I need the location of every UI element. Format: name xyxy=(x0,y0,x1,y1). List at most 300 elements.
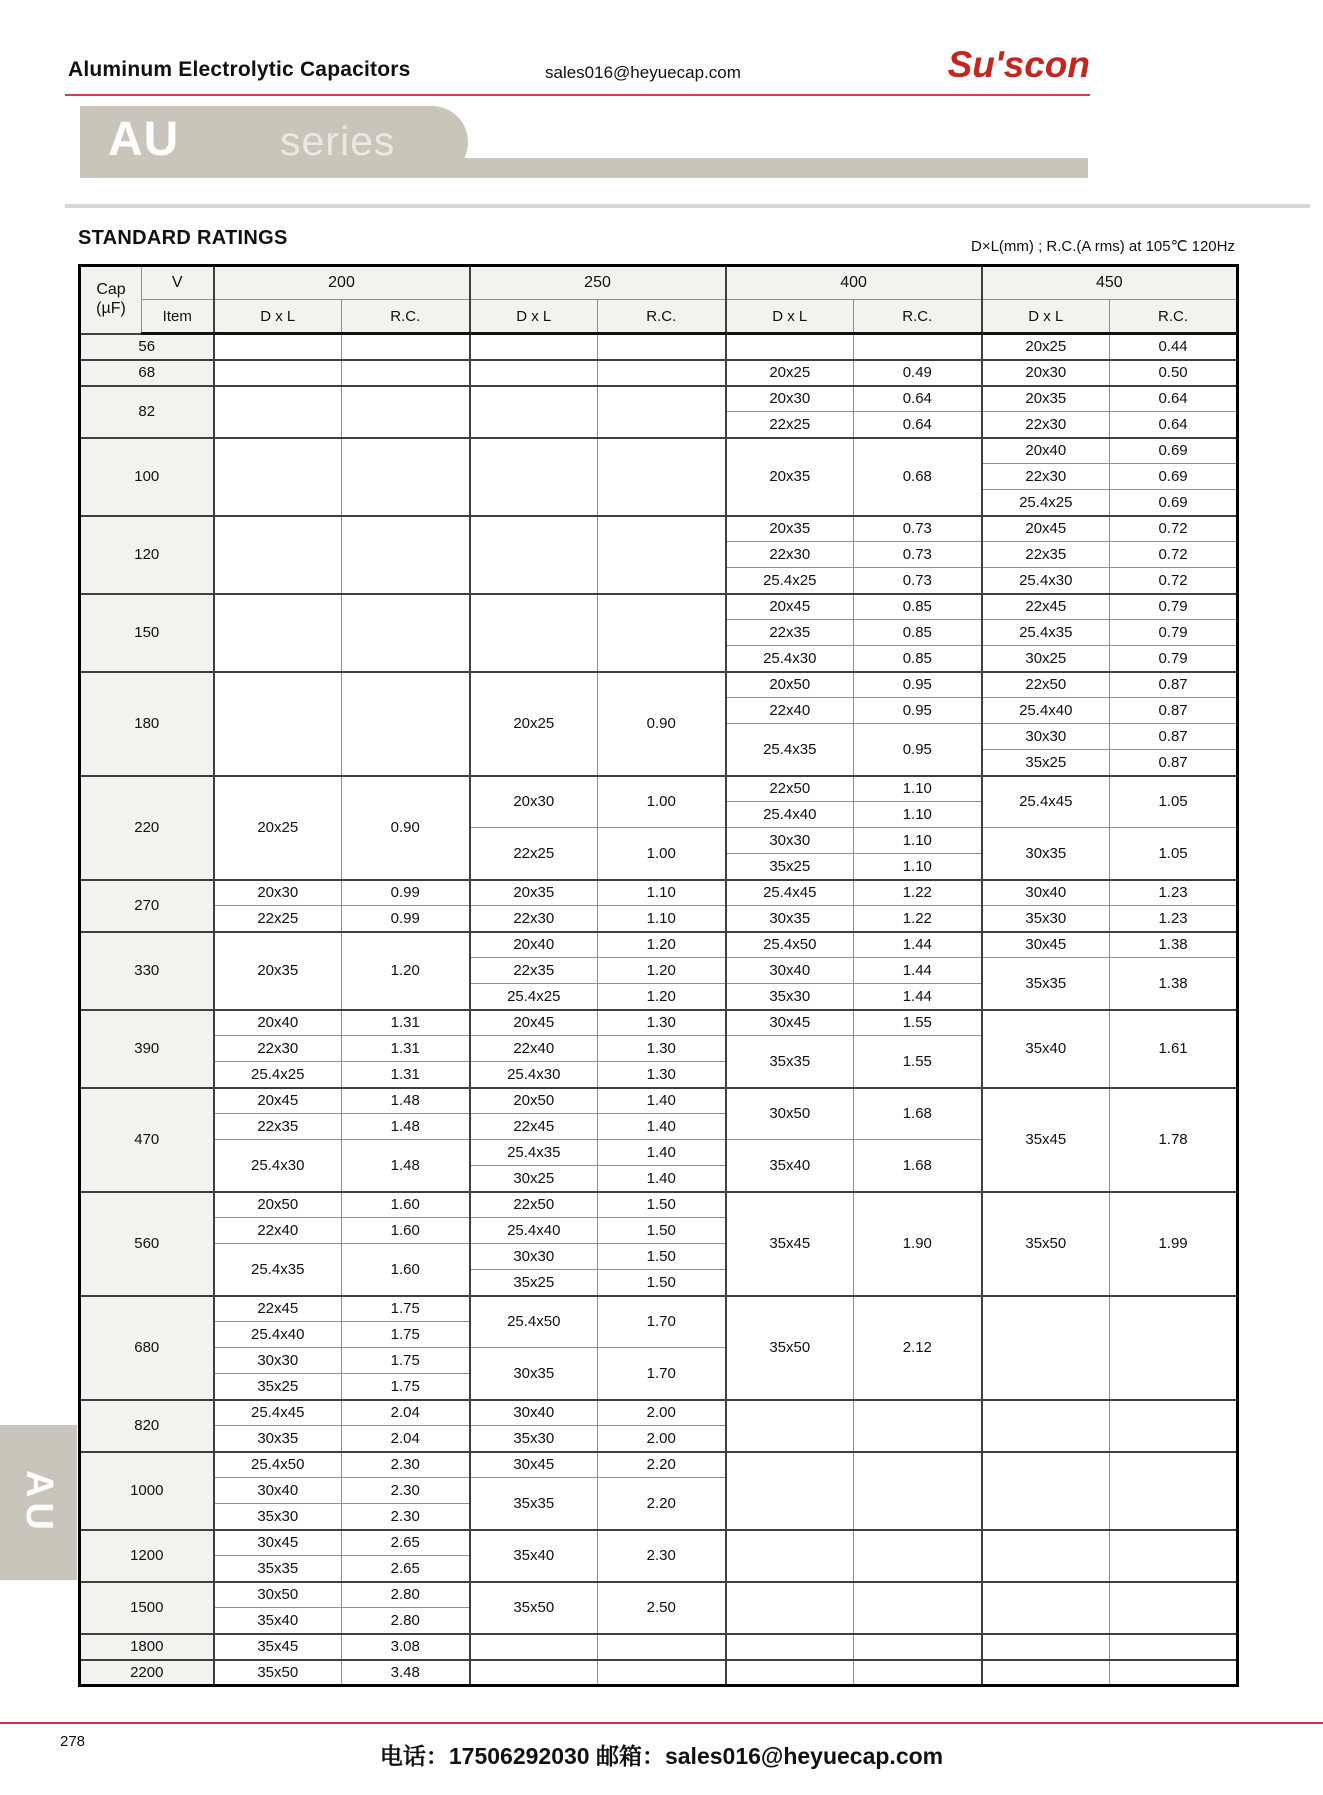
rc-cell xyxy=(1110,1530,1238,1582)
dxl-cell: 20x35 xyxy=(982,386,1110,412)
dxl-cell: 22x45 xyxy=(470,1114,598,1140)
rc-cell: 1.50 xyxy=(598,1218,726,1244)
dxl-cell: 30x40 xyxy=(726,958,854,984)
rc-cell xyxy=(1110,1400,1238,1452)
table-row xyxy=(80,1582,1238,1608)
rc-cell: 1.10 xyxy=(598,906,726,932)
rc-cell: 1.99 xyxy=(1110,1192,1238,1296)
dxl-cell: 35x40 xyxy=(726,1140,854,1192)
rc-cell xyxy=(342,386,470,438)
cap-value: 820 xyxy=(80,1400,214,1452)
ratings-table-body xyxy=(80,334,1238,1686)
dxl-cell: 35x30 xyxy=(726,984,854,1010)
rc-cell: 0.69 xyxy=(1110,438,1238,464)
cap-value: 180 xyxy=(80,672,214,776)
rc-cell: 1.10 xyxy=(854,828,982,854)
dxl-cell xyxy=(726,1530,854,1582)
rc-cell: 1.10 xyxy=(854,854,982,880)
dxl-cell: 30x45 xyxy=(214,1530,342,1556)
cap-value: 56 xyxy=(80,334,214,360)
rc-cell: 1.78 xyxy=(1110,1088,1238,1192)
series-label: series xyxy=(280,118,396,164)
header-rule xyxy=(65,94,1090,96)
rc-cell: 2.12 xyxy=(854,1296,982,1400)
dxl-cell xyxy=(982,1452,1110,1530)
rc-cell: 1.48 xyxy=(342,1140,470,1192)
rc-cell xyxy=(598,386,726,438)
dxl-cell xyxy=(470,438,598,516)
dxl-cell xyxy=(982,1530,1110,1582)
rc-cell: 1.31 xyxy=(342,1036,470,1062)
rc-cell: 1.00 xyxy=(598,828,726,880)
dxl-cell: 25.4x40 xyxy=(214,1322,342,1348)
rc-cell: 0.85 xyxy=(854,594,982,620)
dxl-cell: 30x40 xyxy=(470,1400,598,1426)
dxl-cell xyxy=(470,360,598,386)
rc-cell: 0.73 xyxy=(854,568,982,594)
rc-header: R.C. xyxy=(854,300,982,334)
rc-header: R.C. xyxy=(598,300,726,334)
rc-cell: 1.90 xyxy=(854,1192,982,1296)
rc-cell xyxy=(342,672,470,776)
rc-cell: 1.68 xyxy=(854,1088,982,1140)
dxl-cell: 35x25 xyxy=(214,1374,342,1400)
table-row xyxy=(80,932,1238,958)
dxl-cell: 25.4x30 xyxy=(726,646,854,672)
table-row xyxy=(80,438,1238,464)
rc-cell: 1.30 xyxy=(598,1010,726,1036)
rc-cell: 1.70 xyxy=(598,1348,726,1400)
dxl-cell: 22x30 xyxy=(726,542,854,568)
dxl-cell: 35x45 xyxy=(214,1634,342,1660)
rc-cell: 1.23 xyxy=(1110,906,1238,932)
dxl-cell: 25.4x35 xyxy=(726,724,854,776)
dxl-cell: 22x30 xyxy=(982,464,1110,490)
dxl-cell xyxy=(214,672,342,776)
rc-cell: 2.65 xyxy=(342,1530,470,1556)
dxl-cell xyxy=(214,594,342,672)
table-row xyxy=(80,1192,1238,1218)
dxl-cell xyxy=(470,594,598,672)
rc-cell: 1.50 xyxy=(598,1244,726,1270)
rc-cell: 1.40 xyxy=(598,1088,726,1114)
dxl-cell: 35x40 xyxy=(470,1530,598,1582)
table-row xyxy=(80,360,1238,386)
dxl-cell xyxy=(726,1582,854,1634)
dxl-cell: 20x45 xyxy=(726,594,854,620)
rc-cell: 0.87 xyxy=(1110,698,1238,724)
dxl-header: D x L xyxy=(470,300,598,334)
dxl-cell: 25.4x35 xyxy=(470,1140,598,1166)
rc-cell xyxy=(598,594,726,672)
footer-contact: 电话：17506292030 邮箱：sales016@heyuecap.com xyxy=(379,1743,944,1769)
rc-cell: 2.80 xyxy=(342,1608,470,1634)
table-row xyxy=(80,386,1238,412)
dxl-cell: 20x50 xyxy=(470,1088,598,1114)
dxl-cell: 25.4x25 xyxy=(470,984,598,1010)
rc-cell xyxy=(1110,1296,1238,1400)
voltage-header-400: 400 xyxy=(726,266,982,300)
dxl-cell xyxy=(726,1634,854,1660)
dxl-cell xyxy=(470,1660,598,1686)
dxl-cell: 25.4x30 xyxy=(470,1062,598,1088)
dxl-cell xyxy=(470,516,598,594)
cap-value: 100 xyxy=(80,438,214,516)
rc-cell: 0.85 xyxy=(854,646,982,672)
rc-cell: 0.79 xyxy=(1110,646,1238,672)
rc-cell: 0.87 xyxy=(1110,672,1238,698)
dxl-cell: 30x35 xyxy=(982,828,1110,880)
dxl-cell: 20x25 xyxy=(470,672,598,776)
rc-cell: 0.90 xyxy=(598,672,726,776)
rc-cell: 1.60 xyxy=(342,1192,470,1218)
dxl-cell: 25.4x45 xyxy=(982,776,1110,828)
rc-cell xyxy=(854,1582,982,1634)
item-header: Item xyxy=(142,300,214,334)
rc-cell: 0.49 xyxy=(854,360,982,386)
dxl-cell xyxy=(982,1634,1110,1660)
dxl-cell: 20x30 xyxy=(982,360,1110,386)
dxl-cell: 30x45 xyxy=(726,1010,854,1036)
dxl-cell xyxy=(214,516,342,594)
cap-value: 82 xyxy=(80,386,214,438)
dxl-cell: 30x40 xyxy=(214,1478,342,1504)
cap-value: 2200 xyxy=(80,1660,214,1686)
rc-cell: 1.05 xyxy=(1110,776,1238,828)
dxl-cell: 20x45 xyxy=(214,1088,342,1114)
dxl-cell: 35x35 xyxy=(982,958,1110,1010)
dxl-cell: 22x25 xyxy=(726,412,854,438)
dxl-cell: 22x40 xyxy=(726,698,854,724)
table-row xyxy=(80,1660,1238,1686)
rc-cell: 1.23 xyxy=(1110,880,1238,906)
rc-cell xyxy=(598,1634,726,1660)
rc-cell: 1.50 xyxy=(598,1270,726,1296)
rc-cell: 2.20 xyxy=(598,1478,726,1530)
dxl-cell: 22x35 xyxy=(726,620,854,646)
cap-column-header: Cap (µF) xyxy=(80,266,142,334)
rc-cell: 0.72 xyxy=(1110,542,1238,568)
dxl-cell xyxy=(214,438,342,516)
dxl-cell: 30x30 xyxy=(726,828,854,854)
dxl-cell: 35x50 xyxy=(214,1660,342,1686)
rc-cell xyxy=(1110,1582,1238,1634)
side-series-tab-label: AU xyxy=(18,1470,60,1535)
dxl-cell: 35x45 xyxy=(726,1192,854,1296)
series-code: AU xyxy=(108,113,180,166)
rc-cell: 2.30 xyxy=(342,1452,470,1478)
rc-cell: 0.90 xyxy=(342,776,470,880)
dxl-cell xyxy=(726,1400,854,1452)
dxl-cell: 25.4x40 xyxy=(726,802,854,828)
dxl-cell: 25.4x50 xyxy=(214,1452,342,1478)
rc-cell: 2.80 xyxy=(342,1582,470,1608)
dxl-cell: 22x30 xyxy=(982,412,1110,438)
rc-cell xyxy=(854,1530,982,1582)
banner-divider xyxy=(65,204,1310,208)
rc-cell: 1.00 xyxy=(598,776,726,828)
dxl-cell xyxy=(982,1660,1110,1686)
rc-cell: 0.64 xyxy=(854,386,982,412)
rc-cell xyxy=(854,1634,982,1660)
rc-cell xyxy=(1110,1634,1238,1660)
table-row xyxy=(80,672,1238,698)
dxl-cell: 25.4x35 xyxy=(982,620,1110,646)
rc-cell xyxy=(598,360,726,386)
rc-cell: 2.00 xyxy=(598,1426,726,1452)
dxl-cell: 20x25 xyxy=(982,334,1110,360)
rc-cell: 1.20 xyxy=(598,932,726,958)
rc-cell: 1.75 xyxy=(342,1374,470,1400)
rc-cell: 1.75 xyxy=(342,1348,470,1374)
dxl-cell: 22x40 xyxy=(470,1036,598,1062)
dxl-cell: 22x45 xyxy=(982,594,1110,620)
dxl-header: D x L xyxy=(214,300,342,334)
rc-cell: 1.31 xyxy=(342,1062,470,1088)
footer-rule xyxy=(0,1722,1323,1724)
dxl-cell: 30x30 xyxy=(470,1244,598,1270)
voltage-header-250: 250 xyxy=(470,266,726,300)
rc-cell: 2.04 xyxy=(342,1400,470,1426)
dxl-cell xyxy=(982,1296,1110,1400)
dxl-cell: 25.4x50 xyxy=(726,932,854,958)
rc-cell: 0.64 xyxy=(1110,386,1238,412)
dxl-cell: 20x40 xyxy=(982,438,1110,464)
rc-cell: 0.95 xyxy=(854,672,982,698)
dxl-header: D x L xyxy=(726,300,854,334)
rc-cell: 1.10 xyxy=(598,880,726,906)
rc-cell: 1.55 xyxy=(854,1036,982,1088)
rc-cell: 1.60 xyxy=(342,1244,470,1296)
rc-cell xyxy=(342,438,470,516)
rc-cell: 2.04 xyxy=(342,1426,470,1452)
dxl-cell: 35x50 xyxy=(470,1582,598,1634)
rc-cell: 1.48 xyxy=(342,1088,470,1114)
rc-cell: 0.64 xyxy=(1110,412,1238,438)
rc-cell: 1.61 xyxy=(1110,1010,1238,1088)
rc-cell xyxy=(342,516,470,594)
dxl-cell: 25.4x50 xyxy=(470,1296,598,1348)
dxl-cell: 20x35 xyxy=(726,438,854,516)
dxl-cell: 30x25 xyxy=(982,646,1110,672)
dxl-cell: 20x30 xyxy=(214,880,342,906)
dxl-cell: 35x25 xyxy=(982,750,1110,776)
table-row xyxy=(80,594,1238,620)
rc-cell: 0.85 xyxy=(854,620,982,646)
header-email: sales016@heyuecap.com xyxy=(545,63,741,82)
rc-cell: 0.99 xyxy=(342,880,470,906)
rc-cell: 1.44 xyxy=(854,932,982,958)
table-row xyxy=(80,1296,1238,1322)
rc-cell: 0.79 xyxy=(1110,594,1238,620)
rc-cell xyxy=(342,360,470,386)
rc-cell xyxy=(854,1660,982,1686)
side-series-tab xyxy=(0,1425,77,1580)
dxl-cell xyxy=(470,386,598,438)
dxl-cell: 20x45 xyxy=(982,516,1110,542)
rc-cell xyxy=(854,1400,982,1452)
cap-value: 1200 xyxy=(80,1530,214,1582)
dxl-cell: 35x50 xyxy=(982,1192,1110,1296)
dxl-cell xyxy=(726,1660,854,1686)
rc-cell: 0.79 xyxy=(1110,620,1238,646)
rc-cell: 2.20 xyxy=(598,1452,726,1478)
dxl-cell: 30x40 xyxy=(982,880,1110,906)
rc-cell: 1.60 xyxy=(342,1218,470,1244)
rc-cell: 1.31 xyxy=(342,1010,470,1036)
dxl-cell: 20x25 xyxy=(214,776,342,880)
dxl-cell: 20x35 xyxy=(470,880,598,906)
dxl-cell: 30x35 xyxy=(214,1426,342,1452)
cap-value: 150 xyxy=(80,594,214,672)
series-banner-bar xyxy=(420,158,1088,178)
dxl-cell: 22x50 xyxy=(470,1192,598,1218)
rc-cell: 1.50 xyxy=(598,1192,726,1218)
table-row xyxy=(80,1530,1238,1556)
dxl-cell: 35x40 xyxy=(214,1608,342,1634)
dxl-cell: 30x25 xyxy=(470,1166,598,1192)
cap-value: 1500 xyxy=(80,1582,214,1634)
rc-cell xyxy=(598,1660,726,1686)
dxl-cell: 25.4x40 xyxy=(470,1218,598,1244)
rc-cell: 1.44 xyxy=(854,958,982,984)
rc-cell: 2.50 xyxy=(598,1582,726,1634)
rc-cell: 0.50 xyxy=(1110,360,1238,386)
table-row xyxy=(80,880,1238,906)
rc-cell: 1.30 xyxy=(598,1036,726,1062)
rc-cell xyxy=(598,334,726,360)
dxl-cell: 22x40 xyxy=(214,1218,342,1244)
dxl-cell xyxy=(214,360,342,386)
dxl-cell: 35x25 xyxy=(470,1270,598,1296)
dxl-cell: 22x35 xyxy=(214,1114,342,1140)
rc-header: R.C. xyxy=(1110,300,1238,334)
dxl-cell: 22x50 xyxy=(726,776,854,802)
dxl-cell: 25.4x40 xyxy=(982,698,1110,724)
rc-cell: 1.38 xyxy=(1110,932,1238,958)
rc-cell xyxy=(1110,1660,1238,1686)
rc-cell: 1.22 xyxy=(854,906,982,932)
cap-value: 1000 xyxy=(80,1452,214,1530)
voltage-header-450: 450 xyxy=(982,266,1238,300)
rc-cell xyxy=(598,516,726,594)
rc-cell: 1.20 xyxy=(342,932,470,1010)
rc-cell: 1.40 xyxy=(598,1166,726,1192)
cap-value: 330 xyxy=(80,932,214,1010)
dxl-cell: 22x45 xyxy=(214,1296,342,1322)
rc-cell: 1.68 xyxy=(854,1140,982,1192)
dxl-cell: 20x50 xyxy=(726,672,854,698)
rc-cell xyxy=(854,1452,982,1530)
v-header: V xyxy=(142,266,214,300)
rc-cell: 1.70 xyxy=(598,1296,726,1348)
dxl-cell: 22x25 xyxy=(470,828,598,880)
dxl-cell: 25.4x25 xyxy=(726,568,854,594)
rc-cell: 0.68 xyxy=(854,438,982,516)
section-title: STANDARD RATINGS xyxy=(78,227,288,249)
rc-cell: 0.69 xyxy=(1110,490,1238,516)
rc-cell: 1.30 xyxy=(598,1062,726,1088)
dxl-cell: 20x35 xyxy=(726,516,854,542)
rc-cell xyxy=(1110,1452,1238,1530)
dxl-cell: 30x35 xyxy=(726,906,854,932)
rc-header: R.C. xyxy=(342,300,470,334)
dxl-cell: 20x30 xyxy=(726,386,854,412)
dxl-cell: 22x30 xyxy=(470,906,598,932)
cap-value: 680 xyxy=(80,1296,214,1400)
dxl-cell: 20x30 xyxy=(470,776,598,828)
rc-cell: 1.20 xyxy=(598,958,726,984)
dxl-cell: 30x50 xyxy=(214,1582,342,1608)
rc-cell: 0.73 xyxy=(854,516,982,542)
dxl-cell: 25.4x45 xyxy=(726,880,854,906)
dxl-cell: 25.4x30 xyxy=(214,1140,342,1192)
cap-value: 68 xyxy=(80,360,214,386)
table-header-row-voltages xyxy=(80,266,1238,300)
dxl-cell: 20x25 xyxy=(726,360,854,386)
rc-cell xyxy=(598,438,726,516)
dxl-cell xyxy=(982,1400,1110,1452)
table-row xyxy=(80,1634,1238,1660)
rc-cell: 0.95 xyxy=(854,724,982,776)
dxl-cell: 35x35 xyxy=(214,1556,342,1582)
rc-cell: 1.75 xyxy=(342,1296,470,1322)
cap-value: 470 xyxy=(80,1088,214,1192)
ratings-note: D×L(mm) ; R.C.(A rms) at 105℃ 120Hz xyxy=(971,238,1235,255)
rc-cell: 1.05 xyxy=(1110,828,1238,880)
table-row xyxy=(80,1010,1238,1036)
dxl-cell: 22x35 xyxy=(982,542,1110,568)
rc-cell: 1.22 xyxy=(854,880,982,906)
rc-cell: 2.30 xyxy=(598,1530,726,1582)
dxl-cell: 20x40 xyxy=(214,1010,342,1036)
page-title: Aluminum Electrolytic Capacitors xyxy=(68,58,411,81)
rc-cell: 0.72 xyxy=(1110,568,1238,594)
dxl-cell: 35x30 xyxy=(214,1504,342,1530)
dxl-cell: 25.4x35 xyxy=(214,1244,342,1296)
dxl-cell xyxy=(214,386,342,438)
rc-cell: 1.75 xyxy=(342,1322,470,1348)
cap-value: 1800 xyxy=(80,1634,214,1660)
rc-cell: 0.73 xyxy=(854,542,982,568)
table-row xyxy=(80,334,1238,360)
dxl-cell xyxy=(726,1452,854,1530)
rc-cell: 1.40 xyxy=(598,1140,726,1166)
rc-cell: 3.08 xyxy=(342,1634,470,1660)
dxl-cell: 20x45 xyxy=(470,1010,598,1036)
rc-cell: 1.44 xyxy=(854,984,982,1010)
rc-cell: 0.64 xyxy=(854,412,982,438)
rc-cell: 0.95 xyxy=(854,698,982,724)
table-row xyxy=(80,1088,1238,1114)
voltage-header-200: 200 xyxy=(214,266,470,300)
rc-cell: 1.10 xyxy=(854,776,982,802)
dxl-cell: 35x35 xyxy=(726,1036,854,1088)
dxl-cell: 35x40 xyxy=(982,1010,1110,1088)
rc-cell xyxy=(854,334,982,360)
dxl-cell: 30x35 xyxy=(470,1348,598,1400)
rc-cell: 1.55 xyxy=(854,1010,982,1036)
rc-cell: 1.40 xyxy=(598,1114,726,1140)
dxl-cell: 25.4x25 xyxy=(214,1062,342,1088)
rc-cell: 1.48 xyxy=(342,1114,470,1140)
table-row xyxy=(80,776,1238,802)
dxl-cell: 35x30 xyxy=(470,1426,598,1452)
dxl-cell: 25.4x45 xyxy=(214,1400,342,1426)
rc-cell: 2.30 xyxy=(342,1504,470,1530)
rc-cell: 2.65 xyxy=(342,1556,470,1582)
dxl-cell: 22x30 xyxy=(214,1036,342,1062)
